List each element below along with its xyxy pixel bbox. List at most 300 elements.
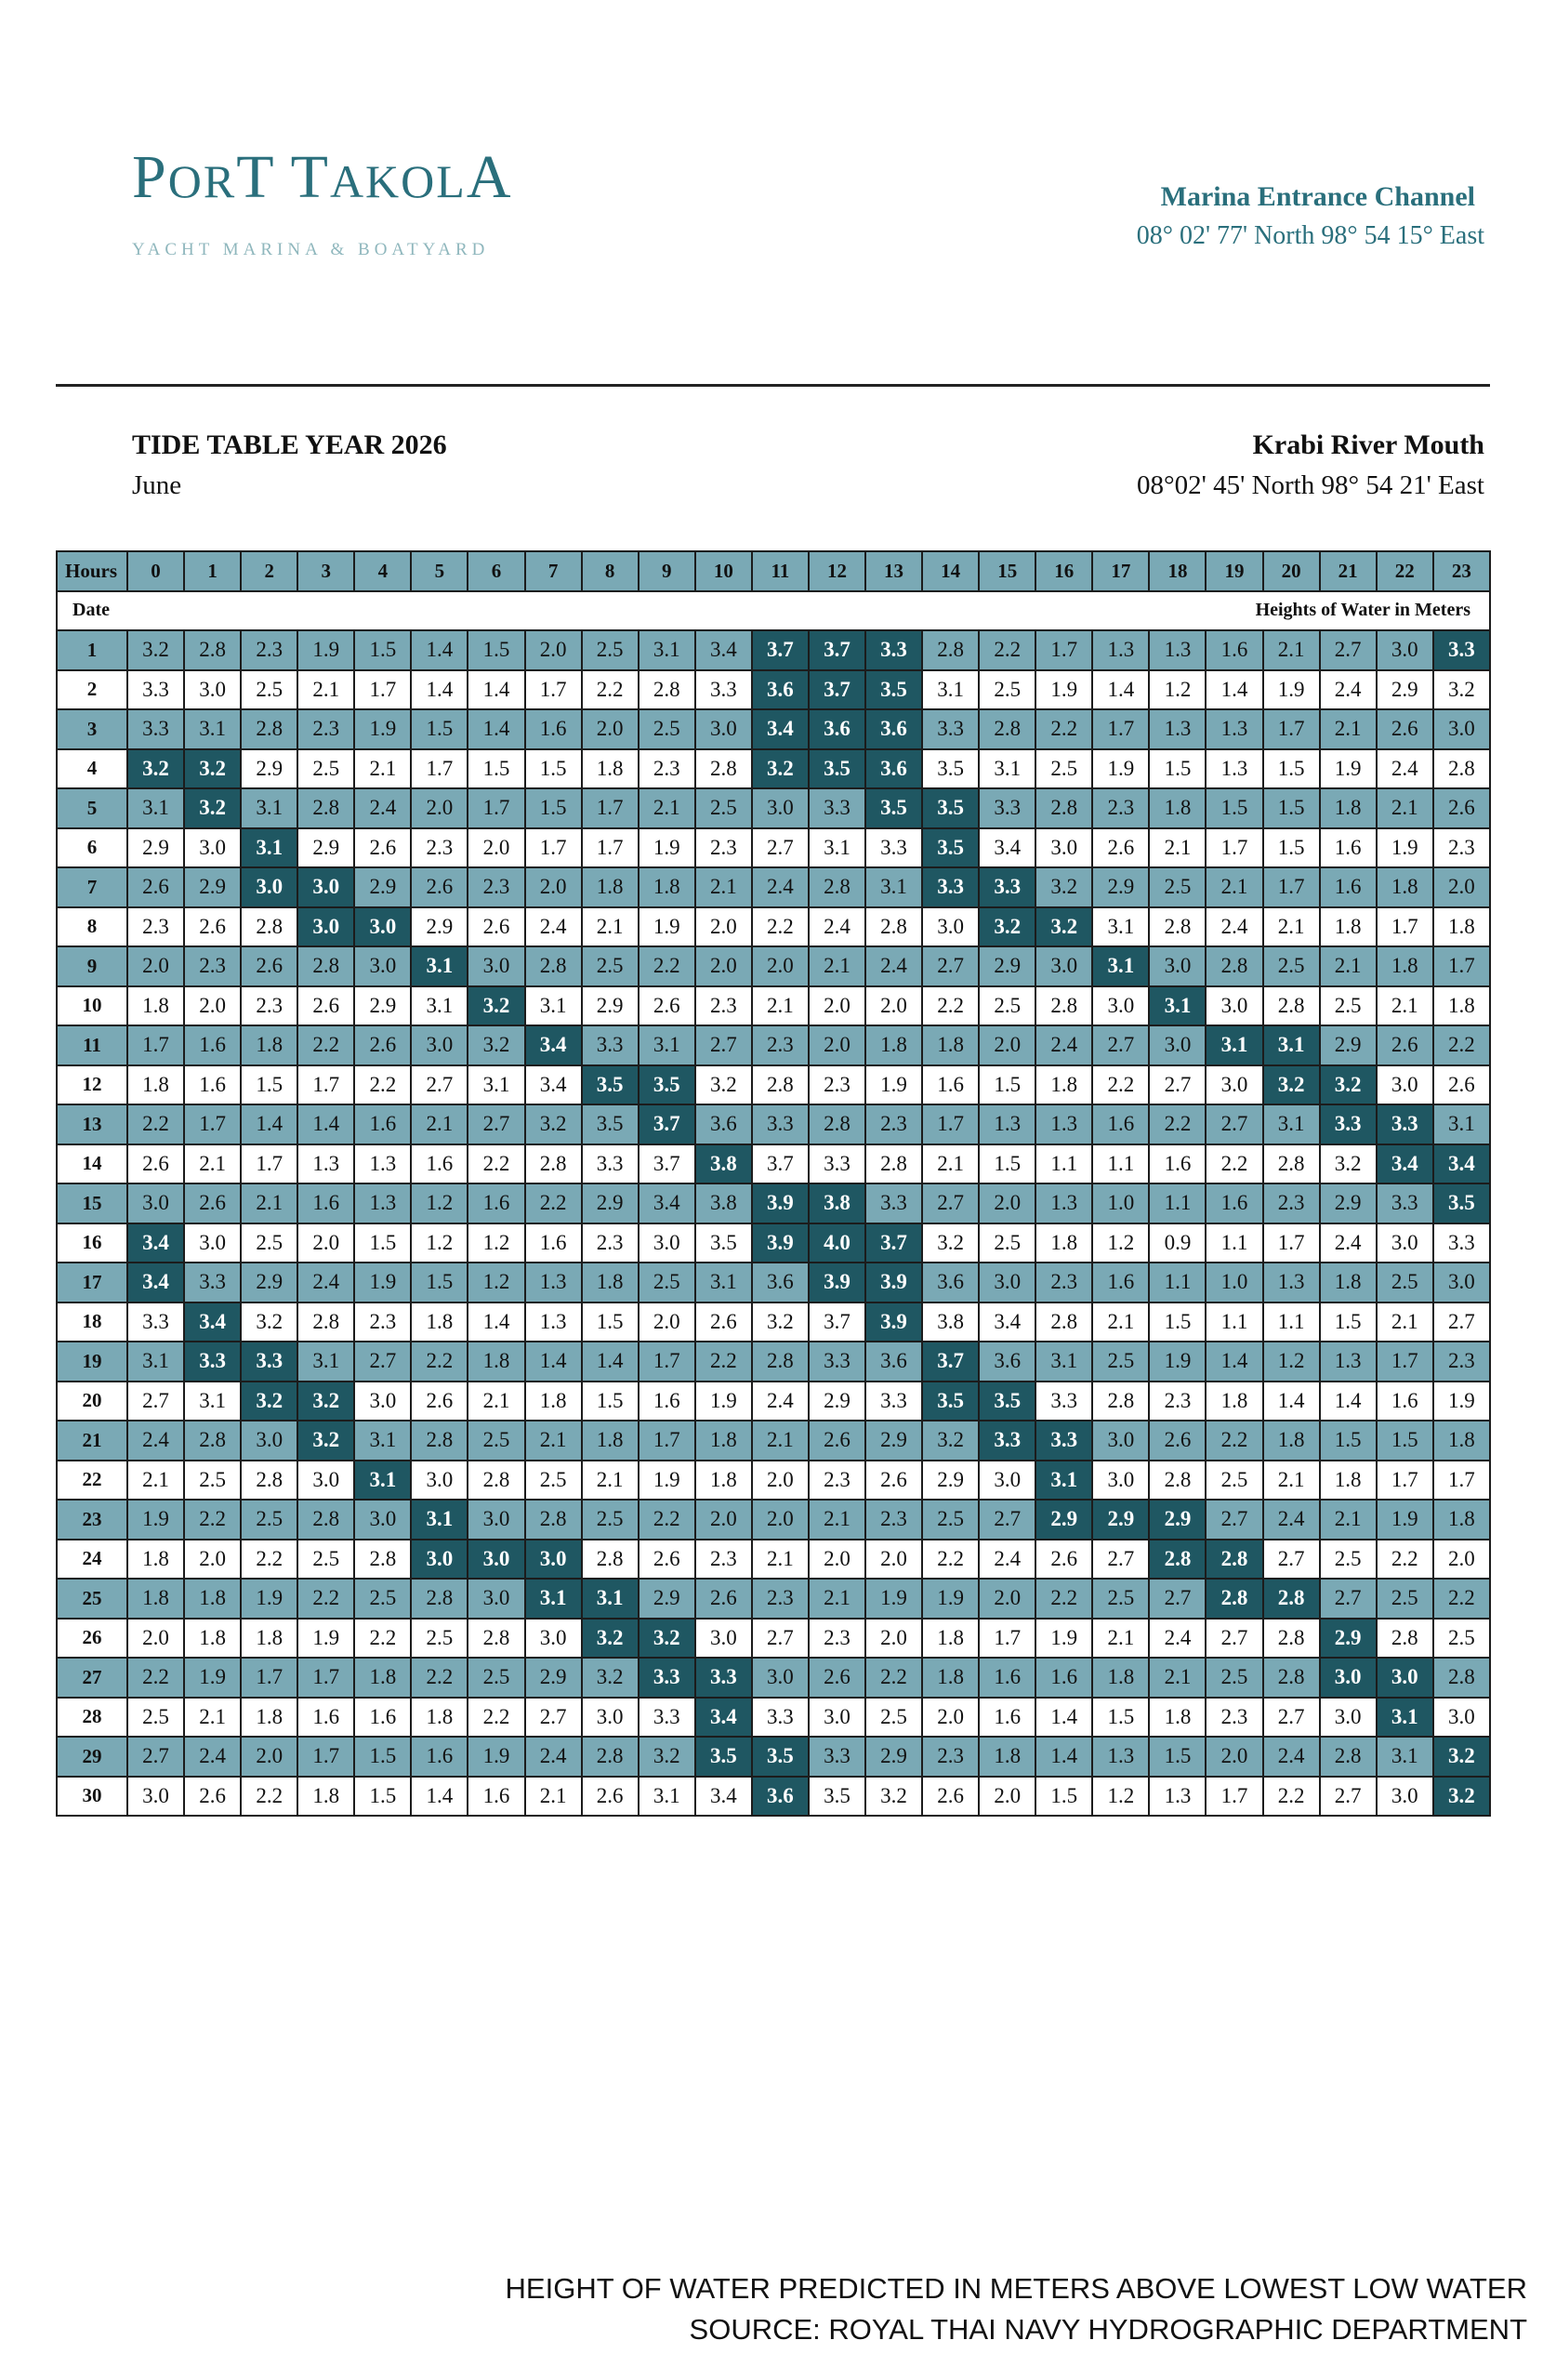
height-cell: 2.4: [1320, 670, 1377, 710]
height-cell: 2.1: [127, 1461, 184, 1501]
height-cell: 2.4: [1035, 1025, 1092, 1065]
height-cell: 1.5: [1149, 1737, 1206, 1777]
height-cell-high: 3.5: [582, 1065, 639, 1105]
date-cell: 9: [57, 946, 127, 986]
month-label: June: [132, 470, 182, 500]
height-cell: 2.5: [1092, 1342, 1149, 1382]
height-cell: 2.7: [1149, 1065, 1206, 1105]
height-cell: 2.0: [809, 1025, 865, 1065]
height-cell: 2.2: [1433, 1579, 1490, 1619]
height-cell: 2.9: [184, 867, 241, 907]
port-takola-logo: [132, 143, 560, 260]
height-cell: 2.8: [1377, 1619, 1433, 1659]
height-cell: 1.6: [411, 1737, 468, 1777]
date-cell: 21: [57, 1421, 127, 1461]
height-cell: 1.8: [1320, 1263, 1377, 1302]
height-cell: 1.6: [468, 1183, 524, 1223]
height-cell-high: 3.1: [354, 1461, 411, 1501]
height-cell: 1.8: [411, 1698, 468, 1738]
height-cell: 2.6: [1433, 788, 1490, 828]
height-cell: 3.2: [1035, 867, 1092, 907]
height-cell: 3.3: [865, 1183, 922, 1223]
height-cell: 3.3: [127, 670, 184, 710]
height-cell: 2.9: [582, 1183, 639, 1223]
height-cell: 1.4: [1092, 670, 1149, 710]
height-cell: 3.1: [979, 749, 1035, 789]
height-cell: 2.1: [922, 1144, 979, 1184]
height-cell: 2.8: [809, 1104, 865, 1144]
table-row: [57, 1619, 1490, 1659]
height-cell: 2.4: [525, 907, 582, 947]
height-cell: 2.6: [809, 1421, 865, 1461]
height-cell: 3.0: [752, 1658, 809, 1698]
height-cell-high: 3.4: [1433, 1144, 1490, 1184]
height-cell: 1.7: [582, 828, 639, 868]
height-cell: 2.0: [752, 1500, 809, 1540]
height-cell: 3.0: [354, 946, 411, 986]
height-cell: 2.6: [354, 1025, 411, 1065]
height-cell-high: 3.9: [752, 1223, 809, 1263]
tide-table-title: TIDE TABLE YEAR 2026: [132, 430, 447, 460]
date-cell: 20: [57, 1382, 127, 1421]
height-cell: 2.8: [865, 1144, 922, 1184]
height-cell: 1.3: [354, 1144, 411, 1184]
height-cell: 3.2: [639, 1737, 695, 1777]
height-cell: 2.1: [1377, 1302, 1433, 1342]
height-cell: 3.3: [922, 709, 979, 749]
height-cell: 2.9: [979, 946, 1035, 986]
height-cell: 2.3: [1263, 1183, 1320, 1223]
height-cell: 2.1: [752, 986, 809, 1026]
location-title: Krabi River Mouth: [1252, 430, 1484, 460]
height-cell: 1.9: [354, 1263, 411, 1302]
height-cell: 3.2: [468, 1025, 524, 1065]
height-cell: 2.1: [1320, 946, 1377, 986]
height-cell: 2.2: [752, 907, 809, 947]
height-cell: 2.2: [297, 1579, 354, 1619]
height-cell-high: 3.4: [127, 1263, 184, 1302]
height-cell: 2.9: [809, 1382, 865, 1421]
height-cell: 2.7: [1092, 1025, 1149, 1065]
height-cell-high: 3.7: [922, 1342, 979, 1382]
height-cell: 3.3: [752, 1698, 809, 1738]
height-cell: 3.0: [184, 828, 241, 868]
height-cell: 2.6: [695, 1579, 752, 1619]
height-cell: 3.0: [1377, 630, 1433, 670]
height-cell: 3.0: [695, 709, 752, 749]
hour-header: 18: [1149, 551, 1206, 591]
height-cell: 2.8: [241, 1461, 297, 1501]
height-cell: 3.1: [297, 1342, 354, 1382]
height-cell: 3.8: [695, 1183, 752, 1223]
height-cell-high: 3.5: [979, 1382, 1035, 1421]
height-cell: 1.8: [1263, 1421, 1320, 1461]
date-cell: 17: [57, 1263, 127, 1302]
height-cell: 1.8: [241, 1025, 297, 1065]
height-cell: 2.4: [1263, 1737, 1320, 1777]
height-cell: 1.8: [1377, 946, 1433, 986]
height-cell: 2.5: [922, 1500, 979, 1540]
height-cell: 2.2: [1206, 1144, 1262, 1184]
height-cell: 3.0: [354, 1500, 411, 1540]
height-cell: 2.5: [1320, 986, 1377, 1026]
height-cell: 2.3: [752, 1025, 809, 1065]
height-cell: 2.2: [922, 986, 979, 1026]
height-cell: 3.1: [184, 709, 241, 749]
height-cell: 2.8: [1092, 1382, 1149, 1421]
height-cell: 3.0: [752, 788, 809, 828]
date-cell: 16: [57, 1223, 127, 1263]
height-cell: 2.2: [468, 1698, 524, 1738]
height-cell: 3.2: [752, 1302, 809, 1342]
height-cell: 3.4: [639, 1183, 695, 1223]
hour-header: 19: [1206, 551, 1262, 591]
height-cell: 1.3: [297, 1144, 354, 1184]
height-cell-high: 3.3: [241, 1342, 297, 1382]
height-cell-high: 2.8: [1206, 1579, 1262, 1619]
height-cell: 2.6: [411, 867, 468, 907]
marina-entrance-block: [1137, 178, 1484, 257]
height-cell: 2.7: [922, 946, 979, 986]
height-cell-high: 3.2: [752, 749, 809, 789]
height-cell-high: 3.3: [979, 867, 1035, 907]
height-cell-high: 3.2: [639, 1619, 695, 1659]
height-cell-high: 3.2: [1433, 1777, 1490, 1817]
height-cell: 3.1: [1433, 1104, 1490, 1144]
height-cell: 1.9: [865, 1579, 922, 1619]
height-cell: 3.2: [1320, 1144, 1377, 1184]
height-cell: 3.2: [582, 1658, 639, 1698]
height-cell: 2.0: [752, 946, 809, 986]
height-cell: 2.2: [468, 1144, 524, 1184]
height-cell: 1.8: [922, 1658, 979, 1698]
height-cell: 1.3: [1149, 630, 1206, 670]
table-row: [57, 1698, 1490, 1738]
date-cell: 8: [57, 907, 127, 947]
height-cell: 2.9: [297, 828, 354, 868]
height-cell: 3.1: [639, 1025, 695, 1065]
height-cell: 2.0: [979, 1025, 1035, 1065]
table-row: [57, 1540, 1490, 1580]
height-cell: 3.0: [127, 1183, 184, 1223]
height-cell: 1.8: [127, 1579, 184, 1619]
height-cell-high: 3.3: [639, 1658, 695, 1698]
height-cell: 1.0: [1206, 1263, 1262, 1302]
height-cell: 2.6: [1149, 1421, 1206, 1461]
height-cell: 2.0: [1433, 1540, 1490, 1580]
height-cell-high: 3.3: [695, 1658, 752, 1698]
height-cell: 3.1: [127, 788, 184, 828]
height-cell: 2.1: [1149, 828, 1206, 868]
height-cell: 2.2: [127, 1104, 184, 1144]
height-cell: 1.8: [354, 1658, 411, 1698]
height-cell: 1.4: [411, 1777, 468, 1817]
height-cell: 1.9: [1035, 670, 1092, 710]
height-cell: 1.8: [411, 1302, 468, 1342]
hour-header: 15: [979, 551, 1035, 591]
height-cell: 2.1: [639, 788, 695, 828]
table-row: [57, 867, 1490, 907]
height-cell-high: 3.7: [639, 1104, 695, 1144]
height-cell: 1.7: [241, 1658, 297, 1698]
height-cell-high: 3.7: [809, 670, 865, 710]
height-cell-high: 3.9: [865, 1263, 922, 1302]
height-cell: 1.7: [639, 1421, 695, 1461]
date-cell: 22: [57, 1461, 127, 1501]
height-cell-high: 3.3: [1320, 1104, 1377, 1144]
height-cell: 2.7: [1206, 1500, 1262, 1540]
height-cell: 1.9: [1320, 749, 1377, 789]
height-cell: 2.0: [639, 1302, 695, 1342]
height-cell: 2.5: [297, 749, 354, 789]
height-cell: 1.6: [979, 1698, 1035, 1738]
height-cell: 2.5: [1263, 946, 1320, 986]
height-cell: 1.3: [1206, 749, 1262, 789]
height-cell: 1.3: [354, 1183, 411, 1223]
height-cell: 1.8: [1035, 1223, 1092, 1263]
height-cell: 2.4: [865, 946, 922, 986]
height-cell: 1.8: [1433, 1421, 1490, 1461]
height-cell: 3.1: [865, 867, 922, 907]
height-cell: 2.1: [184, 1144, 241, 1184]
height-cell-high: 3.0: [1377, 1658, 1433, 1698]
height-cell: 3.7: [809, 1302, 865, 1342]
height-cell-high: 3.3: [922, 867, 979, 907]
height-cell: 2.3: [582, 1223, 639, 1263]
height-cell: 1.8: [184, 1619, 241, 1659]
height-cell: 1.7: [1377, 907, 1433, 947]
height-cell: 2.8: [297, 1302, 354, 1342]
height-cell: 1.8: [1320, 1461, 1377, 1501]
height-cell: 2.5: [695, 788, 752, 828]
height-cell: 3.1: [184, 1382, 241, 1421]
height-cell-high: 3.9: [809, 1263, 865, 1302]
date-cell: 3: [57, 709, 127, 749]
height-cell: 1.7: [127, 1025, 184, 1065]
height-cell: 1.4: [468, 1302, 524, 1342]
height-cell: 3.3: [184, 1263, 241, 1302]
height-cell: 1.8: [127, 1065, 184, 1105]
height-cell: 1.7: [1377, 1461, 1433, 1501]
location-heading: [1137, 427, 1484, 507]
height-cell: 2.2: [1377, 1540, 1433, 1580]
height-cell-high: 3.4: [184, 1302, 241, 1342]
hour-header: 4: [354, 551, 411, 591]
height-cell: 1.1: [1035, 1144, 1092, 1184]
height-cell-high: 3.0: [297, 867, 354, 907]
height-cell: 3.2: [525, 1104, 582, 1144]
height-cell-high: 2.8: [1263, 1579, 1320, 1619]
height-cell-high: 3.2: [127, 749, 184, 789]
height-cell-high: 3.1: [411, 946, 468, 986]
height-cell: 1.2: [1092, 1777, 1149, 1817]
height-cell: 2.0: [695, 946, 752, 986]
height-cell: 2.9: [525, 1658, 582, 1698]
height-cell-high: 3.0: [354, 907, 411, 947]
height-cell-high: 3.5: [1433, 1183, 1490, 1223]
height-cell: 1.0: [1092, 1183, 1149, 1223]
height-cell: 2.7: [922, 1183, 979, 1223]
height-cell: 2.8: [922, 630, 979, 670]
height-cell: 1.6: [184, 1025, 241, 1065]
height-cell: 3.3: [127, 709, 184, 749]
height-cell: 1.6: [1149, 1144, 1206, 1184]
height-cell: 2.5: [865, 1698, 922, 1738]
height-cell-high: 3.1: [1263, 1025, 1320, 1065]
height-cell: 2.1: [582, 907, 639, 947]
height-cell: 2.0: [752, 1461, 809, 1501]
height-cell: 3.1: [468, 1065, 524, 1105]
date-cell: 23: [57, 1500, 127, 1540]
height-cell: 1.1: [1149, 1263, 1206, 1302]
height-cell-high: 3.5: [922, 828, 979, 868]
height-cell: 3.0: [1377, 1065, 1433, 1105]
height-cell: 2.3: [695, 986, 752, 1026]
height-cell: 3.0: [1433, 709, 1490, 749]
height-cell: 2.8: [468, 1619, 524, 1659]
height-cell-high: 3.1: [1206, 1025, 1262, 1065]
height-cell: 1.1: [1092, 1144, 1149, 1184]
table-row: [57, 749, 1490, 789]
height-cell: 3.5: [809, 1777, 865, 1817]
height-cell-high: 3.2: [1035, 907, 1092, 947]
height-cell: 3.0: [582, 1698, 639, 1738]
height-cell-high: 3.6: [752, 670, 809, 710]
height-cell-high: 3.2: [184, 788, 241, 828]
height-cell-high: 3.3: [979, 1421, 1035, 1461]
height-cell: 2.6: [468, 907, 524, 947]
height-cell: 2.4: [752, 1382, 809, 1421]
height-cell: 3.0: [979, 1263, 1035, 1302]
height-cell: 2.8: [297, 788, 354, 828]
height-cell: 2.6: [809, 1658, 865, 1698]
height-cell: 1.3: [979, 1104, 1035, 1144]
height-cell: 1.6: [1206, 630, 1262, 670]
height-cell: 1.2: [411, 1223, 468, 1263]
height-cell: 2.5: [411, 1619, 468, 1659]
height-cell: 2.9: [865, 1421, 922, 1461]
height-cell: 3.6: [865, 1342, 922, 1382]
height-cell: 1.5: [1263, 788, 1320, 828]
height-cell: 1.7: [1263, 709, 1320, 749]
height-cell: 1.3: [1149, 709, 1206, 749]
height-cell: 1.4: [1206, 670, 1262, 710]
height-cell: 1.5: [525, 749, 582, 789]
height-cell: 3.3: [865, 828, 922, 868]
height-cell: 1.8: [1377, 867, 1433, 907]
height-cell: 1.9: [184, 1658, 241, 1698]
height-cell: 1.8: [639, 867, 695, 907]
height-cell: 1.6: [1035, 1658, 1092, 1698]
height-cell: 1.7: [354, 670, 411, 710]
height-cell-high: 3.4: [127, 1223, 184, 1263]
hour-header: 5: [411, 551, 468, 591]
height-cell: 1.2: [411, 1183, 468, 1223]
height-cell: 2.3: [809, 1461, 865, 1501]
height-cell: 2.7: [695, 1025, 752, 1065]
height-cell: 1.5: [411, 1263, 468, 1302]
height-cell: 2.1: [1092, 1302, 1149, 1342]
height-cell: 2.0: [1206, 1737, 1262, 1777]
height-cell: 2.7: [752, 828, 809, 868]
height-cell: 2.1: [1377, 986, 1433, 1026]
height-cell: 2.0: [184, 1540, 241, 1580]
height-cell: 1.6: [184, 1065, 241, 1105]
height-cell: 3.0: [297, 1461, 354, 1501]
height-cell: 2.9: [865, 1737, 922, 1777]
height-cell: 2.2: [1433, 1025, 1490, 1065]
height-cell: 3.1: [639, 630, 695, 670]
date-cell: 6: [57, 828, 127, 868]
hours-label: Hours: [57, 551, 127, 591]
height-cell: 2.0: [297, 1223, 354, 1263]
footer-notes: [506, 2268, 1527, 2350]
height-cell: 3.0: [1149, 946, 1206, 986]
height-cell: 2.8: [1263, 1658, 1320, 1698]
height-cell: 2.1: [468, 1382, 524, 1421]
height-cell: 2.3: [1206, 1698, 1262, 1738]
height-cell: 1.4: [411, 630, 468, 670]
height-cell: 2.2: [411, 1342, 468, 1382]
height-cell: 2.5: [184, 1461, 241, 1501]
date-cell: 2: [57, 670, 127, 710]
height-cell: 1.7: [1092, 709, 1149, 749]
height-cell: 2.2: [639, 946, 695, 986]
height-cell-high: 3.2: [241, 1382, 297, 1421]
height-cell: 3.3: [582, 1144, 639, 1184]
height-cell: 2.8: [865, 907, 922, 947]
height-cell: 3.6: [979, 1342, 1035, 1382]
height-cell: 1.9: [297, 630, 354, 670]
height-cell: 2.2: [639, 1500, 695, 1540]
height-cell: 2.1: [297, 670, 354, 710]
height-cell-high: 3.3: [1433, 630, 1490, 670]
height-cell: 1.9: [1377, 828, 1433, 868]
height-cell: 1.5: [354, 1737, 411, 1777]
height-cell: 1.7: [1206, 828, 1262, 868]
height-cell: 3.3: [1035, 1382, 1092, 1421]
height-cell: 2.5: [979, 1223, 1035, 1263]
height-cell: 2.7: [127, 1737, 184, 1777]
table-row: [57, 670, 1490, 710]
height-cell-high: 3.7: [752, 630, 809, 670]
height-cell: 2.0: [1433, 867, 1490, 907]
height-cell: 2.5: [639, 709, 695, 749]
height-cell: 2.5: [979, 670, 1035, 710]
height-cell: 2.2: [695, 1342, 752, 1382]
height-cell: 2.3: [468, 867, 524, 907]
height-cell: 1.2: [1092, 1223, 1149, 1263]
height-cell: 1.6: [468, 1777, 524, 1817]
height-cell: 2.2: [354, 1065, 411, 1105]
height-cell: 2.4: [525, 1737, 582, 1777]
height-cell-high: 3.1: [411, 1500, 468, 1540]
height-cell: 2.7: [1433, 1302, 1490, 1342]
height-cell: 2.1: [241, 1183, 297, 1223]
height-cell: 2.8: [1035, 986, 1092, 1026]
height-cell: 2.6: [639, 986, 695, 1026]
height-cell: 3.0: [1092, 1461, 1149, 1501]
height-cell: 1.4: [1320, 1382, 1377, 1421]
table-row: [57, 1065, 1490, 1105]
height-cell: 1.8: [1433, 1500, 1490, 1540]
table-row: [57, 1461, 1490, 1501]
table-row: [57, 709, 1490, 749]
hour-header: 1: [184, 551, 241, 591]
height-cell: 1.7: [1433, 946, 1490, 986]
height-cell-high: 3.2: [297, 1421, 354, 1461]
height-cell: 3.0: [184, 1223, 241, 1263]
